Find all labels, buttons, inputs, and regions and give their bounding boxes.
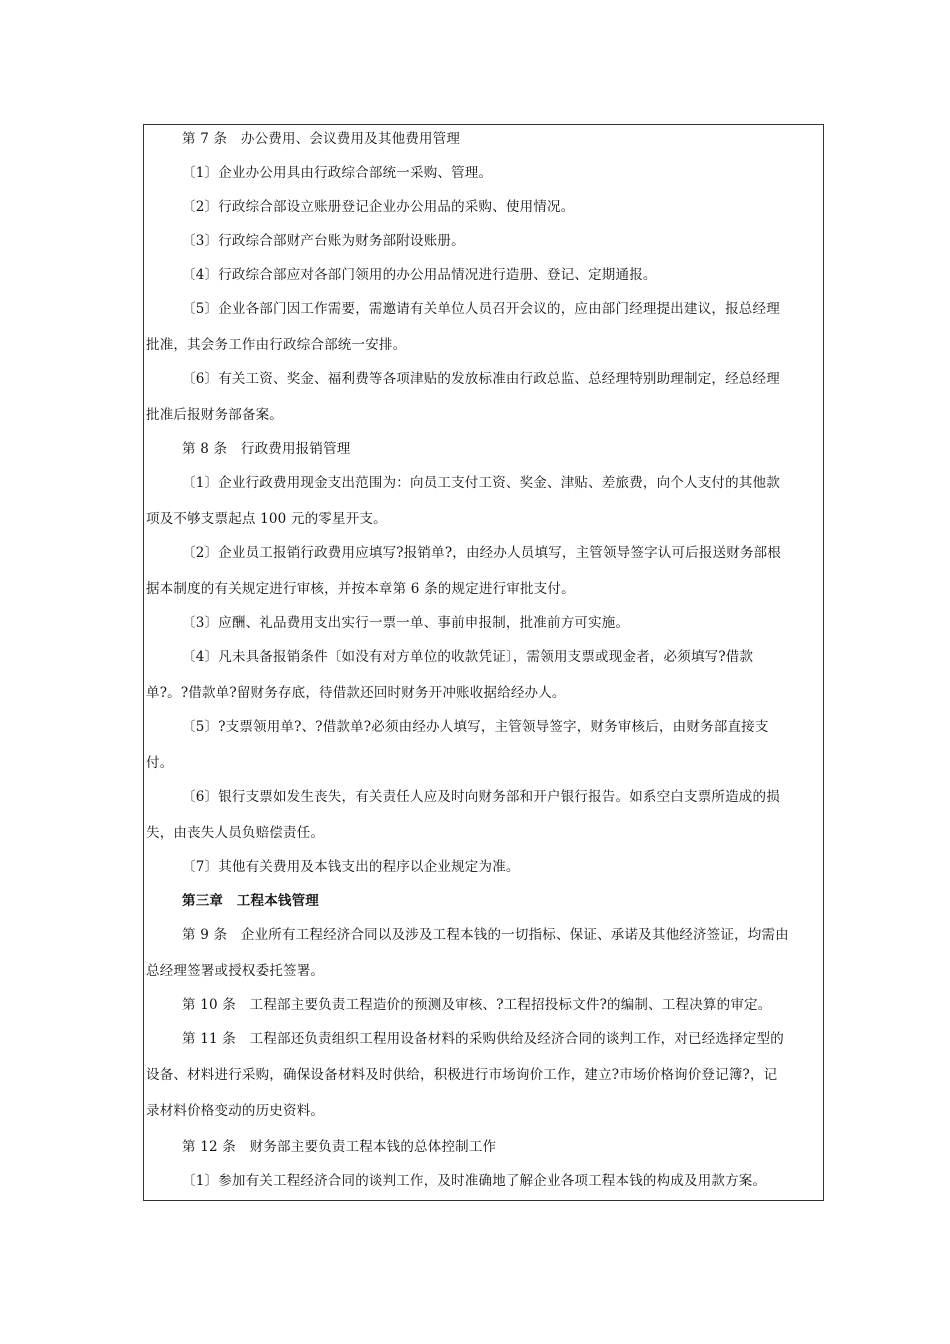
text-line: 第 11 条 工程部还负责组织工程用设备材料的采购供给及经济合同的谈判工作，对已经选择定型的 [182,1031,784,1047]
text-line: 单?。?借款单?留财务存底，待借款还回时财务开冲账收据给经办人。 [146,685,566,701]
text-line: 〔3〕行政综合部财产台账为财务部附设账册。 [182,233,465,249]
text-line: 〔4〕行政综合部应对各部门领用的办公用品情况进行造册、登记、定期通报。 [182,267,657,283]
text-line: 录材料价格变动的历史资料。 [146,1103,325,1119]
text-line: 〔1〕参加有关工程经济合同的谈判工作，及时准确地了解企业各项工程本钱的构成及用款方案。 [182,1173,767,1189]
text-line: 第 10 条 工程部主要负责工程造价的预测及审核、?工程招投标文件?的编制、工程决算的审定。 [182,997,772,1013]
chapter-heading: 第三章 工程本钱管理 [182,893,319,909]
text-line: 〔5〕企业各部门因工作需要，需邀请有关单位人员召开会议的，应由部门经理提出建议，报总经理 [182,301,780,317]
text-line: 〔6〕银行支票如发生丧失，有关责任人应及时向财务部和开户银行报告。如系空白支票所造成的损 [182,789,780,805]
text-line: 批准，其会务工作由行政综合部统一安排。 [146,337,407,353]
text-line: 〔7〕其他有关费用及本钱支出的程序以企业规定为准。 [182,859,520,875]
text-line: 〔4〕凡未具备报销条件〔如没有对方单位的收款凭证〕，需领用支票或现金者，必须填写?借款 [182,649,754,665]
text-line: 〔5〕?支票领用单?、?借款单?必须由经办人填写，主管领导签字，财务审核后，由财务部直接支 [182,719,769,735]
text-line: 〔1〕企业办公用具由行政综合部统一采购、管理。 [182,165,493,181]
document-frame [143,124,824,1201]
text-line: 批准后报财务部备案。 [146,407,283,423]
text-line: 第 9 条 企业所有工程经济合同以及涉及工程本钱的一切指标、保证、承诺及其他经济签证，均需由 [182,927,789,943]
text-line: 〔3〕应酬、礼品费用支出实行一票一单、事前申报制，批准前方可实施。 [182,615,630,631]
text-line: 〔2〕行政综合部设立账册登记企业办公用品的采购、使用情况。 [182,199,575,215]
text-line: 据本制度的有关规定进行审核，并按本章第 6 条的规定进行审批支付。 [146,581,575,597]
text-line: 设备、材料进行采购，确保设备材料及时供给，积极进行市场询价工作，建立?市场价格询价登记簿?，记 [146,1067,778,1083]
text-line: 第 8 条 行政费用报销管理 [182,441,351,457]
text-line: 项及不够支票起点 100 元的零星开支。 [146,511,387,527]
text-line: 付。 [146,755,174,771]
text-line: 〔6〕有关工资、奖金、福利费等各项津贴的发放标准由行政总监、总经理特别助理制定，经总经理 [182,371,780,387]
text-line: 失，由丧失人员负赔偿责任。 [146,825,325,841]
text-line: 第 7 条 办公费用、会议费用及其他费用管理 [182,131,461,147]
text-line: 〔1〕企业行政费用现金支出范围为：向员工支付工资、奖金、津贴、差旅费，向个人支付的其他款 [182,475,780,491]
text-line: 第 12 条 财务部主要负责工程本钱的总体控制工作 [182,1139,497,1155]
text-line: 总经理签署或授权委托签署。 [146,963,325,979]
text-line: 〔2〕企业员工报销行政费用应填写?报销单?，由经办人员填写，主管领导签字认可后报送财务部根 [182,545,782,561]
